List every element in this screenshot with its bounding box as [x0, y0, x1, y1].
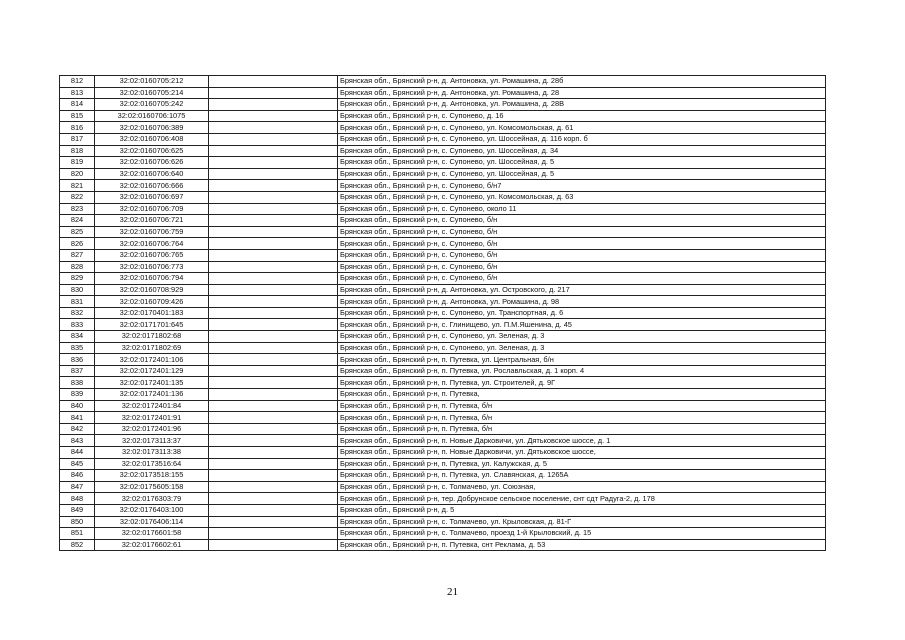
cadastral-number-cell: 32:02:0176601:58	[95, 528, 209, 540]
row-number-cell: 843	[60, 435, 95, 447]
table-row	[60, 354, 826, 366]
row-number-cell: 830	[60, 284, 95, 296]
table-row	[60, 412, 826, 424]
table-row	[60, 273, 826, 285]
table-row	[60, 238, 826, 250]
empty-cell	[209, 203, 338, 215]
table-row	[60, 342, 826, 354]
address-cell: Брянская обл., Брянский р-н, п. Путевка, б/н	[338, 412, 826, 424]
row-number-cell: 824	[60, 215, 95, 227]
table-row	[60, 296, 826, 308]
row-number-cell: 844	[60, 447, 95, 459]
address-cell: Брянская обл., Брянский р-н, п. Путевка, ул. Славянская, д. 1265А	[338, 470, 826, 482]
address-table	[59, 75, 826, 551]
row-number-cell: 819	[60, 157, 95, 169]
table-row	[60, 319, 826, 331]
empty-cell	[209, 470, 338, 482]
cadastral-number-cell: 32:02:0172401:84	[95, 400, 209, 412]
table-row	[60, 539, 826, 551]
address-cell: Брянская обл., Брянский р-н, д. Антоновка, ул. Ромашина, д. 28	[338, 87, 826, 99]
address-cell: Брянская обл., Брянский р-н, п. Новые Дарковичи, ул. Дятьковское шоссе,	[338, 447, 826, 459]
table-row	[60, 226, 826, 238]
table-row	[60, 215, 826, 227]
cadastral-number-cell: 32:02:0160706:709	[95, 203, 209, 215]
row-number-cell: 823	[60, 203, 95, 215]
address-cell: Брянская обл., Брянский р-н, п. Новые Дарковичи, ул. Дятьковское шоссе, д. 1	[338, 435, 826, 447]
empty-cell	[209, 226, 338, 238]
cadastral-number-cell: 32:02:0176602:61	[95, 539, 209, 551]
row-number-cell: 842	[60, 423, 95, 435]
cadastral-number-cell: 32:02:0160706:389	[95, 122, 209, 134]
cadastral-number-cell: 32:02:0160706:721	[95, 215, 209, 227]
table-row	[60, 504, 826, 516]
empty-cell	[209, 412, 338, 424]
empty-cell	[209, 539, 338, 551]
empty-cell	[209, 284, 338, 296]
empty-cell	[209, 331, 338, 343]
address-cell: Брянская обл., Брянский р-н, тер. Добрунское сельское поселение, снт сдт Радуга-2, д. 178	[338, 493, 826, 505]
empty-cell	[209, 389, 338, 401]
table-row	[60, 249, 826, 261]
empty-cell	[209, 342, 338, 354]
cadastral-number-cell: 32:02:0160706:1075	[95, 110, 209, 122]
cadastral-number-cell: 32:02:0176406:114	[95, 516, 209, 528]
cadastral-number-cell: 32:02:0160706:666	[95, 180, 209, 192]
cadastral-number-cell: 32:02:0160706:640	[95, 168, 209, 180]
address-cell: Брянская обл., Брянский р-н, с. Супонево, б/н	[338, 249, 826, 261]
address-cell: Брянская обл., Брянский р-н, с. Супонево, ул. Шоссейная, д. 116 корп. б	[338, 133, 826, 145]
row-number-cell: 841	[60, 412, 95, 424]
table-row	[60, 400, 826, 412]
empty-cell	[209, 354, 338, 366]
empty-cell	[209, 191, 338, 203]
cadastral-number-cell: 32:02:0172401:96	[95, 423, 209, 435]
address-cell: Брянская обл., Брянский р-н, с. Супонево, б/н	[338, 273, 826, 285]
cadastral-number-cell: 32:02:0176303:79	[95, 493, 209, 505]
empty-cell	[209, 249, 338, 261]
table-row	[60, 284, 826, 296]
empty-cell	[209, 400, 338, 412]
cadastral-number-cell: 32:02:0172401:129	[95, 365, 209, 377]
address-cell: Брянская обл., Брянский р-н, п. Путевка, ул. Рославльская, д. 1 корп. 4	[338, 365, 826, 377]
row-number-cell: 831	[60, 296, 95, 308]
row-number-cell: 832	[60, 307, 95, 319]
cadastral-number-cell: 32:02:0173113:37	[95, 435, 209, 447]
cadastral-number-cell: 32:02:0172401:136	[95, 389, 209, 401]
table-row	[60, 423, 826, 435]
address-cell: Брянская обл., Брянский р-н, с. Супонево, б/н7	[338, 180, 826, 192]
empty-cell	[209, 365, 338, 377]
row-number-cell: 835	[60, 342, 95, 354]
table-row	[60, 122, 826, 134]
table-row	[60, 447, 826, 459]
empty-cell	[209, 110, 338, 122]
empty-cell	[209, 307, 338, 319]
address-cell: Брянская обл., Брянский р-н, с. Супонево, ул. Зеленая, д. 3	[338, 342, 826, 354]
table-row	[60, 110, 826, 122]
cadastral-number-cell: 32:02:0176403:100	[95, 504, 209, 516]
cadastral-number-cell: 32:02:0172401:91	[95, 412, 209, 424]
empty-cell	[209, 435, 338, 447]
table-row	[60, 528, 826, 540]
empty-cell	[209, 528, 338, 540]
table-row	[60, 168, 826, 180]
address-cell: Брянская обл., Брянский р-н, п. Путевка, ул. Строителей, д. 9Г	[338, 377, 826, 389]
empty-cell	[209, 458, 338, 470]
empty-cell	[209, 87, 338, 99]
empty-cell	[209, 157, 338, 169]
empty-cell	[209, 76, 338, 88]
table-row	[60, 180, 826, 192]
address-cell: Брянская обл., Брянский р-н, с. Глинищево, ул. П.М.Яшенина, д. 45	[338, 319, 826, 331]
table-row	[60, 307, 826, 319]
address-cell: Брянская обл., Брянский р-н, с. Супонево, д. 16	[338, 110, 826, 122]
row-number-cell: 828	[60, 261, 95, 273]
address-cell: Брянская обл., Брянский р-н, д. Антоновка, ул. Ромашина, д. 98	[338, 296, 826, 308]
cadastral-number-cell: 32:02:0160706:626	[95, 157, 209, 169]
address-cell: Брянская обл., Брянский р-н, д. 5	[338, 504, 826, 516]
table-row	[60, 435, 826, 447]
table-row	[60, 191, 826, 203]
row-number-cell: 829	[60, 273, 95, 285]
cadastral-number-cell: 32:02:0160706:625	[95, 145, 209, 157]
table-row	[60, 470, 826, 482]
address-cell: Брянская обл., Брянский р-н, с. Супонево, ул. Шоссейная, д. 5	[338, 157, 826, 169]
row-number-cell: 818	[60, 145, 95, 157]
cadastral-number-cell: 32:02:0175605:158	[95, 481, 209, 493]
address-cell: Брянская обл., Брянский р-н, д. Антоновка, ул. Островского, д. 217	[338, 284, 826, 296]
cadastral-number-cell: 32:02:0172401:106	[95, 354, 209, 366]
address-cell: Брянская обл., Брянский р-н, с. Супонево, ул. Шоссейная, д. 5	[338, 168, 826, 180]
address-table-body	[60, 76, 826, 551]
table-row	[60, 493, 826, 505]
cadastral-number-cell: 32:02:0160706:773	[95, 261, 209, 273]
empty-cell	[209, 168, 338, 180]
table-row	[60, 261, 826, 273]
table-row	[60, 389, 826, 401]
empty-cell	[209, 133, 338, 145]
empty-cell	[209, 180, 338, 192]
page-number: 21	[447, 586, 458, 598]
row-number-cell: 826	[60, 238, 95, 250]
table-row	[60, 516, 826, 528]
row-number-cell: 849	[60, 504, 95, 516]
cadastral-number-cell: 32:02:0160706:764	[95, 238, 209, 250]
empty-cell	[209, 377, 338, 389]
row-number-cell: 847	[60, 481, 95, 493]
row-number-cell: 821	[60, 180, 95, 192]
empty-cell	[209, 122, 338, 134]
address-cell: Брянская обл., Брянский р-н, д. Антоновка, ул. Ромашина, д. 28б	[338, 76, 826, 88]
table-row	[60, 365, 826, 377]
address-cell: Брянская обл., Брянский р-н, с. Супонево, ул. Комсомольская, д. 63	[338, 191, 826, 203]
cadastral-number-cell: 32:02:0171802:69	[95, 342, 209, 354]
empty-cell	[209, 516, 338, 528]
cadastral-number-cell: 32:02:0160706:794	[95, 273, 209, 285]
table-row	[60, 145, 826, 157]
cadastral-number-cell: 32:02:0173113:38	[95, 447, 209, 459]
row-number-cell: 836	[60, 354, 95, 366]
empty-cell	[209, 238, 338, 250]
empty-cell	[209, 447, 338, 459]
address-cell: Брянская обл., Брянский р-н, с. Супонево, ул. Комсомольская, д. 61	[338, 122, 826, 134]
empty-cell	[209, 423, 338, 435]
table-row	[60, 458, 826, 470]
table-row	[60, 481, 826, 493]
row-number-cell: 820	[60, 168, 95, 180]
table-row	[60, 203, 826, 215]
row-number-cell: 848	[60, 493, 95, 505]
empty-cell	[209, 504, 338, 516]
row-number-cell: 837	[60, 365, 95, 377]
address-cell: Брянская обл., Брянский р-н, п. Путевка, снт Реклама, д. 53	[338, 539, 826, 551]
address-cell: Брянская обл., Брянский р-н, с. Супонево, б/н	[338, 226, 826, 238]
address-cell: Брянская обл., Брянский р-н, п. Путевка, б/н	[338, 423, 826, 435]
address-cell: Брянская обл., Брянский р-н, с. Супонево, б/н	[338, 215, 826, 227]
cadastral-number-cell: 32:02:0160706:697	[95, 191, 209, 203]
row-number-cell: 815	[60, 110, 95, 122]
empty-cell	[209, 296, 338, 308]
cadastral-number-cell: 32:02:0160708:929	[95, 284, 209, 296]
table-row	[60, 76, 826, 88]
empty-cell	[209, 145, 338, 157]
row-number-cell: 817	[60, 133, 95, 145]
row-number-cell: 852	[60, 539, 95, 551]
row-number-cell: 851	[60, 528, 95, 540]
empty-cell	[209, 99, 338, 111]
row-number-cell: 827	[60, 249, 95, 261]
cadastral-number-cell: 32:02:0160706:408	[95, 133, 209, 145]
cadastral-number-cell: 32:02:0172401:135	[95, 377, 209, 389]
cadastral-number-cell: 32:02:0160705:214	[95, 87, 209, 99]
row-number-cell: 840	[60, 400, 95, 412]
row-number-cell: 838	[60, 377, 95, 389]
cadastral-number-cell: 32:02:0160706:759	[95, 226, 209, 238]
address-cell: Брянская обл., Брянский р-н, с. Супонево, б/н	[338, 238, 826, 250]
table-row	[60, 133, 826, 145]
empty-cell	[209, 319, 338, 331]
cadastral-number-cell: 32:02:0173516:64	[95, 458, 209, 470]
row-number-cell: 846	[60, 470, 95, 482]
cadastral-number-cell: 32:02:0173518:155	[95, 470, 209, 482]
empty-cell	[209, 273, 338, 285]
table-row	[60, 157, 826, 169]
row-number-cell: 850	[60, 516, 95, 528]
row-number-cell: 845	[60, 458, 95, 470]
cadastral-number-cell: 32:02:0170401:183	[95, 307, 209, 319]
row-number-cell: 839	[60, 389, 95, 401]
table-row	[60, 87, 826, 99]
address-cell: Брянская обл., Брянский р-н, п. Путевка, ул. Калужская, д. 5	[338, 458, 826, 470]
row-number-cell: 822	[60, 191, 95, 203]
table-row	[60, 331, 826, 343]
empty-cell	[209, 493, 338, 505]
table-row	[60, 99, 826, 111]
address-cell: Брянская обл., Брянский р-н, с. Супонево, ул. Шоссейная, д. 34	[338, 145, 826, 157]
address-cell: Брянская обл., Брянский р-н, с. Супонево, около 11	[338, 203, 826, 215]
empty-cell	[209, 215, 338, 227]
address-cell: Брянская обл., Брянский р-н, с. Толмачево, ул. Союзная,	[338, 481, 826, 493]
address-cell: Брянская обл., Брянский р-н, с. Супонево, ул. Транспортная, д. 6	[338, 307, 826, 319]
address-cell: Брянская обл., Брянский р-н, д. Антоновка, ул. Ромашина, д. 28В	[338, 99, 826, 111]
empty-cell	[209, 261, 338, 273]
row-number-cell: 813	[60, 87, 95, 99]
row-number-cell: 825	[60, 226, 95, 238]
row-number-cell: 833	[60, 319, 95, 331]
cadastral-number-cell: 32:02:0171701:645	[95, 319, 209, 331]
row-number-cell: 814	[60, 99, 95, 111]
cadastral-number-cell: 32:02:0171802:68	[95, 331, 209, 343]
address-cell: Брянская обл., Брянский р-н, п. Путевка,	[338, 389, 826, 401]
address-cell: Брянская обл., Брянский р-н, п. Путевка, ул. Центральная, б/н	[338, 354, 826, 366]
cadastral-number-cell: 32:02:0160706:765	[95, 249, 209, 261]
address-cell: Брянская обл., Брянский р-н, с. Толмачево, ул. Крыловская, д. 81-Г	[338, 516, 826, 528]
row-number-cell: 816	[60, 122, 95, 134]
address-cell: Брянская обл., Брянский р-н, с. Толмачево, проезд 1-й Крыловский, д. 15	[338, 528, 826, 540]
address-cell: Брянская обл., Брянский р-н, п. Путевка, б/н	[338, 400, 826, 412]
address-cell: Брянская обл., Брянский р-н, с. Супонево, б/н	[338, 261, 826, 273]
cadastral-number-cell: 32:02:0160705:242	[95, 99, 209, 111]
table-row	[60, 377, 826, 389]
row-number-cell: 812	[60, 76, 95, 88]
cadastral-number-cell: 32:02:0160705:212	[95, 76, 209, 88]
cadastral-number-cell: 32:02:0160709:426	[95, 296, 209, 308]
row-number-cell: 834	[60, 331, 95, 343]
address-cell: Брянская обл., Брянский р-н, с. Супонево, ул. Зеленая, д. 3	[338, 331, 826, 343]
empty-cell	[209, 481, 338, 493]
